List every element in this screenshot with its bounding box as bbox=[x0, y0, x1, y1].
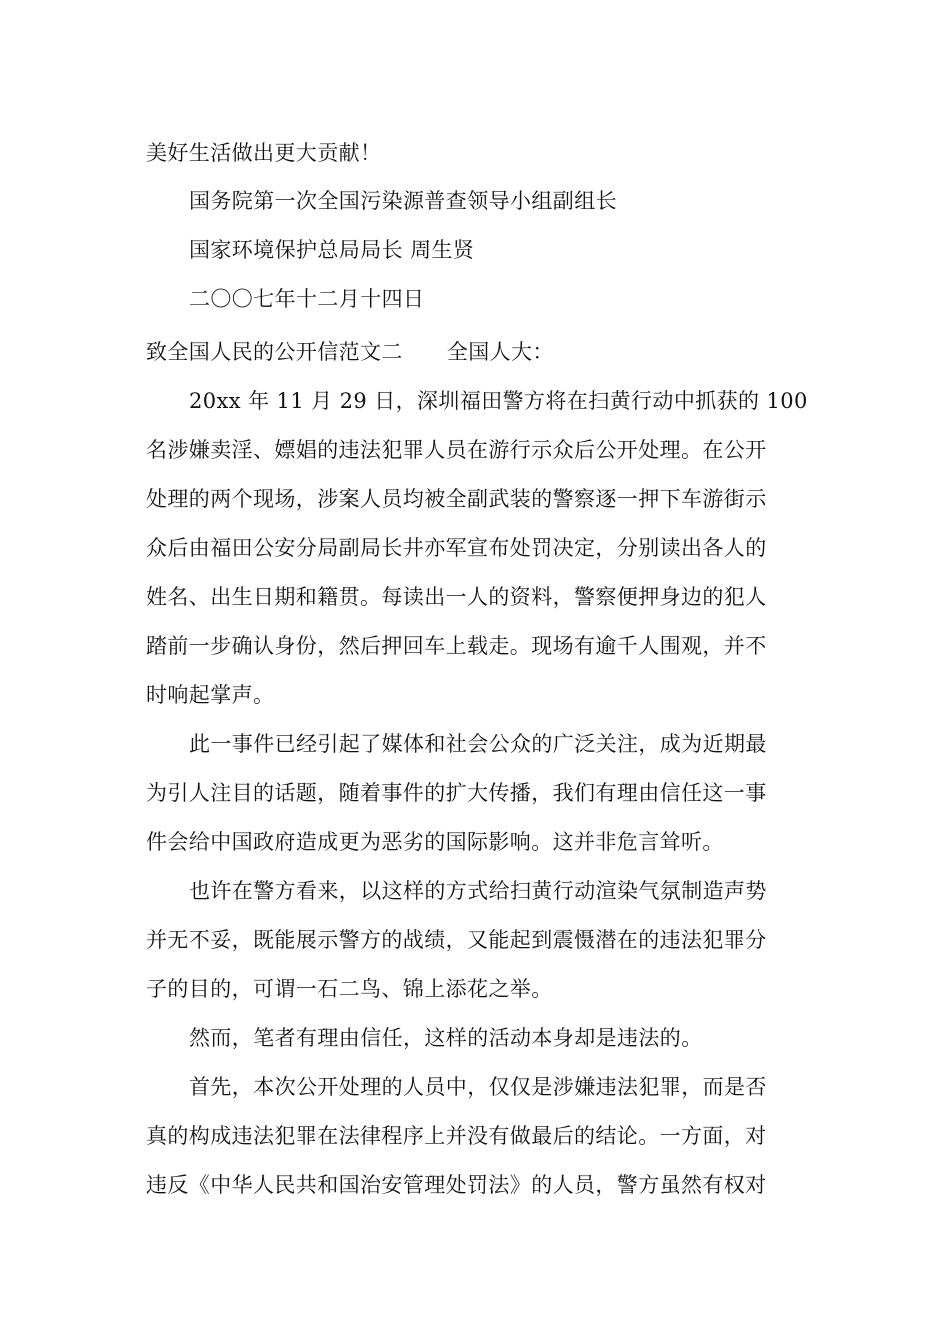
signature-name: 国家环境保护总局局长 周生贤 bbox=[189, 238, 475, 262]
signature-title: 国务院第一次全国污染源普查领导小组副组长 bbox=[189, 189, 617, 213]
paragraph-1-line: 名涉嫌卖淫、嫖娼的违法犯罪人员在游行示众后公开处理。在公开 bbox=[146, 438, 767, 462]
paragraph-1-line: 20xx 年 11 月 29 日，深圳福田警方将在扫黄行动中抓获的 100 bbox=[189, 389, 808, 413]
letter-heading-row bbox=[146, 338, 554, 366]
paragraph-1-line: 姓名、出生日期和籍贯。每读出一人的资料，警察便押身边的犯人 bbox=[146, 585, 767, 609]
closing-line: 美好生活做出更大贡献！ bbox=[146, 141, 382, 165]
paragraph-1-line: 众后由福田公安分局副局长井亦军宣布处罚决定，分别读出各人的 bbox=[146, 536, 767, 560]
paragraph-2-line: 件会给中国政府造成更为恶劣的国际影响。这并非危言耸听。 bbox=[146, 830, 724, 854]
paragraph-4-line: 然而，笔者有理由信任，这样的活动本身却是违法的。 bbox=[189, 1026, 703, 1050]
paragraph-5-line: 违反《中华人民共和国治安管理处罚法》的人员，警方虽然有权对 bbox=[146, 1173, 767, 1197]
paragraph-2-line: 为引人注目的话题，随着事件的扩大传播，我们有理由信任这一事 bbox=[146, 781, 767, 805]
letter-salutation: 全国人大： bbox=[446, 340, 554, 364]
paragraph-5-line: 首先，本次公开处理的人员中，仅仅是涉嫌违法犯罪，而是否 bbox=[189, 1075, 767, 1099]
paragraph-3-line: 子的目的，可谓一石二鸟、锦上添花之举。 bbox=[146, 977, 553, 1001]
letter-heading: 致全国人民的公开信范文二 bbox=[146, 340, 403, 364]
paragraph-3-line: 也许在警方看来，以这样的方式给扫黄行动渲染气氛制造声势 bbox=[189, 879, 767, 903]
signature-date: 二〇〇七年十二月十四日 bbox=[189, 287, 425, 311]
paragraph-2-line: 此一事件已经引起了媒体和社会公众的广泛关注，成为近期最 bbox=[189, 732, 767, 756]
paragraph-5-line: 真的构成违法犯罪在法律程序上并没有做最后的结论。一方面，对 bbox=[146, 1124, 767, 1148]
paragraph-1-line: 踏前一步确认身份，然后押回车上载走。现场有逾千人围观，并不 bbox=[146, 634, 767, 658]
paragraph-1-line: 时响起掌声。 bbox=[146, 683, 275, 707]
paragraph-3-line: 并无不妥，既能展示警方的战绩，又能起到震慑潜在的违法犯罪分 bbox=[146, 928, 767, 952]
paragraph-1-line: 处理的两个现场，涉案人员均被全副武装的警察逐一押下车游街示 bbox=[146, 487, 767, 511]
